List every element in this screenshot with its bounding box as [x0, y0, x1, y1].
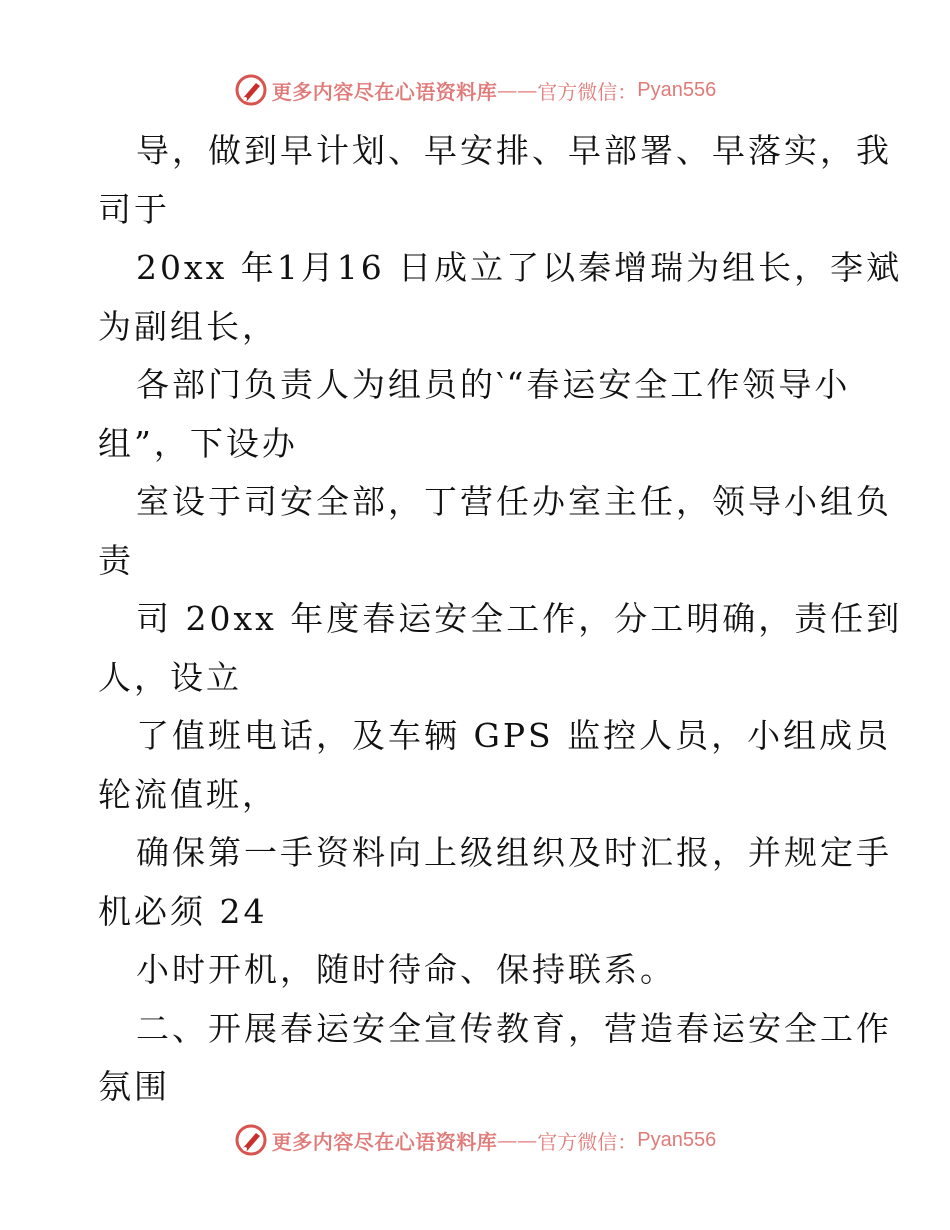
- body-line: 司于: [98, 189, 170, 229]
- body-line: 司 20xx 年度春运安全工作，分工明确，责任到: [136, 599, 903, 638]
- body-line: 确保第一手资料向上级组织及时汇报，并规定手: [136, 833, 892, 872]
- banner-dash: ——: [497, 78, 538, 102]
- body-line: 责: [98, 540, 134, 580]
- banner-wechat-id: Pyan556: [637, 1128, 717, 1151]
- header-banner: [0, 70, 950, 110]
- pen-logo-icon: [234, 73, 268, 107]
- pen-logo-icon: [234, 1123, 268, 1157]
- body-line: 导，做到早计划、早安排、早部署、早落实，我: [136, 131, 892, 170]
- body-line: 轮流值班，: [98, 774, 278, 814]
- body-line: 二、开展春运安全宣传教育，营造春运安全工作: [136, 1008, 892, 1048]
- body-line: 了值班电话，及车辆 GPS 监控人员，小组成员: [136, 716, 892, 755]
- body-line: 组”，下设办: [98, 423, 298, 463]
- body-line: 人，设立: [98, 657, 242, 697]
- banner-brand: 更多内容尽在心语资料库: [271, 79, 498, 104]
- body-line: 为副组长，: [98, 306, 278, 346]
- body-line: 室设于司安全部，丁营任办室主任，领导小组负: [136, 482, 892, 521]
- banner-dash: ——: [497, 1128, 538, 1152]
- body-line: 小时开机，随时待命、保持联系。: [136, 950, 676, 989]
- banner-wechat-id: Pyan556: [637, 78, 717, 101]
- footer-banner: [0, 1120, 950, 1160]
- body-line: 机必须 24: [98, 891, 268, 931]
- body-line: 氛围: [98, 1067, 170, 1106]
- banner-brand: 更多内容尽在心语资料库: [271, 1129, 498, 1154]
- banner-wechat-label: 官方微信：: [537, 79, 638, 104]
- body-line: 20xx 年1月16 日成立了以秦增瑞为组长，李斌: [136, 248, 903, 287]
- document-body: [98, 122, 903, 1117]
- body-line: 各部门负责人为组员的‵“春运安全工作领导小: [136, 365, 851, 404]
- banner-wechat-label: 官方微信：: [537, 1129, 638, 1154]
